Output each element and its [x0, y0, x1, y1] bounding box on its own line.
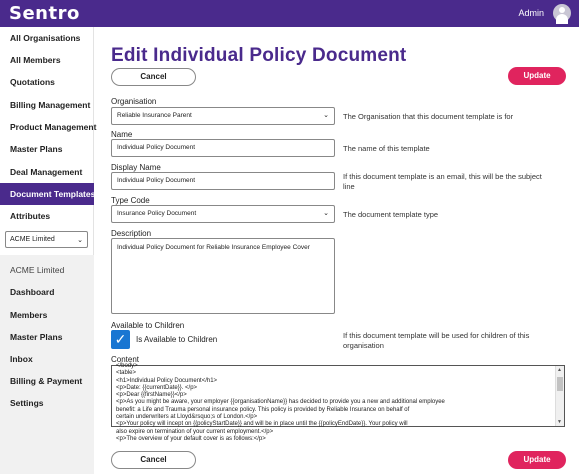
update-button-top[interactable]: Update	[508, 67, 566, 85]
sidebar-item-product-management[interactable]: Product Management	[10, 122, 97, 132]
top-bar	[0, 0, 579, 27]
type-code-label: Type Code	[111, 196, 150, 205]
sidebar-subitem-settings[interactable]: Settings	[10, 398, 44, 408]
update-button-bottom[interactable]: Update	[508, 451, 566, 469]
user-menu-label[interactable]: Admin	[518, 8, 544, 18]
chevron-down-icon: ⌄	[323, 210, 329, 217]
app-logo[interactable]: Sentro	[9, 3, 80, 24]
type-code-select-value: Insurance Policy Document	[117, 210, 197, 217]
sidebar-item-deal-management[interactable]: Deal Management	[10, 167, 83, 177]
available-to-children-help: If this document template will be used for children of this organisation	[343, 331, 530, 350]
display-name-label: Display Name	[111, 163, 161, 172]
code-line: <p>Dear {{firstName}}</p>	[116, 392, 187, 399]
sidebar-item-all-organisations[interactable]: All Organisations	[10, 33, 81, 43]
checkmark-icon: ✓	[114, 331, 127, 347]
code-line: <p>As you might be aware, your employer {{organisationName}} has decided to provide you a new and additional employee	[116, 399, 445, 406]
sidebar-item-master-plans[interactable]: Master Plans	[10, 144, 63, 154]
main-content	[94, 27, 579, 474]
name-help: The name of this template	[343, 144, 430, 153]
code-line: <p>The overview of your default cover is as follows:</p>	[116, 435, 266, 442]
sidebar-item-attributes[interactable]: Attributes	[10, 211, 51, 221]
display-name-help: If this document template is an email, this will be the subject line	[343, 172, 542, 191]
scroll-down-arrow-icon[interactable]: ▼	[557, 419, 562, 425]
code-line: <table>	[116, 370, 137, 377]
sidebar-subitem-dashboard[interactable]: Dashboard	[10, 287, 55, 297]
organisation-submenu	[0, 255, 94, 474]
code-line: </body>	[116, 363, 138, 369]
cancel-button-bottom[interactable]: Cancel	[111, 451, 196, 469]
organisation-submenu-title: ACME Limited	[10, 265, 65, 275]
sidebar	[0, 27, 97, 474]
content-label: Content	[111, 355, 140, 364]
scroll-up-arrow-icon[interactable]: ▲	[557, 367, 562, 373]
organisation-label: Organisation	[111, 97, 157, 106]
available-to-children-checkbox-label[interactable]: Is Available to Children	[136, 335, 218, 344]
sidebar-item-all-members[interactable]: All Members	[10, 55, 61, 65]
available-to-children-checkbox[interactable]	[111, 330, 130, 349]
chevron-down-icon: ⌄	[323, 112, 329, 119]
display-name-input[interactable]: Individual Policy Document	[111, 172, 335, 190]
description-label: Description	[111, 229, 152, 238]
code-line: <p>Your policy will incept on {{policyStartDate}} and will be in place until the {{policyEndDate}}. Your policy will	[116, 421, 408, 428]
available-to-children-label: Available to Children	[111, 321, 185, 330]
organisation-help: The Organisation that this document template is for	[343, 112, 514, 121]
content-editor-scrollbar[interactable]	[555, 366, 564, 426]
content-editor-text	[116, 363, 552, 443]
content-editor[interactable]	[111, 363, 565, 442]
organisation-select[interactable]	[111, 107, 335, 125]
code-line: benefit: a Life and Trauma personal insurance policy. This policy is provided by Reliable Insurance on behalf of	[116, 406, 410, 413]
avatar-body	[556, 14, 568, 24]
page-title: Edit Individual Policy Document	[111, 45, 407, 66]
type-code-help: The document template type	[343, 210, 439, 219]
sidebar-subitem-members[interactable]: Members	[10, 310, 48, 320]
type-code-select[interactable]	[111, 205, 335, 223]
scrollbar-thumb[interactable]	[557, 377, 563, 391]
sidebar-subitem-inbox[interactable]: Inbox	[10, 354, 33, 364]
sidebar-subitem-billing-payment[interactable]: Billing & Payment	[10, 376, 83, 386]
code-line: <h1>Individual Policy Document</h1>	[116, 377, 218, 384]
avatar-head	[559, 7, 565, 13]
sidebar-item-billing-management[interactable]: Billing Management	[10, 100, 91, 110]
organisation-switcher-value: ACME Limited	[10, 236, 55, 243]
organisation-select-value: Reliable Insurance Parent	[117, 112, 192, 119]
code-line: certain underwriters at Lloyd&rsquo;s of London.</p>	[116, 414, 258, 421]
sidebar-item-quotations[interactable]: Quotations	[10, 77, 55, 87]
chevron-down-icon: ⌄	[77, 237, 83, 244]
name-label: Name	[111, 130, 133, 139]
cancel-button-top[interactable]: Cancel	[111, 68, 196, 86]
code-line: <p>Date: {{currentDate}}. </p>	[116, 384, 198, 391]
code-line: also expire on termination of your current employment.</p>	[116, 428, 274, 435]
avatar[interactable]	[553, 4, 571, 22]
sidebar-item-document-templates[interactable]: Document Templates	[0, 183, 94, 205]
organisation-switcher-select[interactable]	[5, 231, 88, 248]
sidebar-subitem-master-plans[interactable]: Master Plans	[10, 332, 63, 342]
name-input[interactable]: Individual Policy Document	[111, 139, 335, 157]
description-textarea[interactable]: Individual Policy Document for Reliable Insurance Employee Cover	[111, 238, 335, 314]
